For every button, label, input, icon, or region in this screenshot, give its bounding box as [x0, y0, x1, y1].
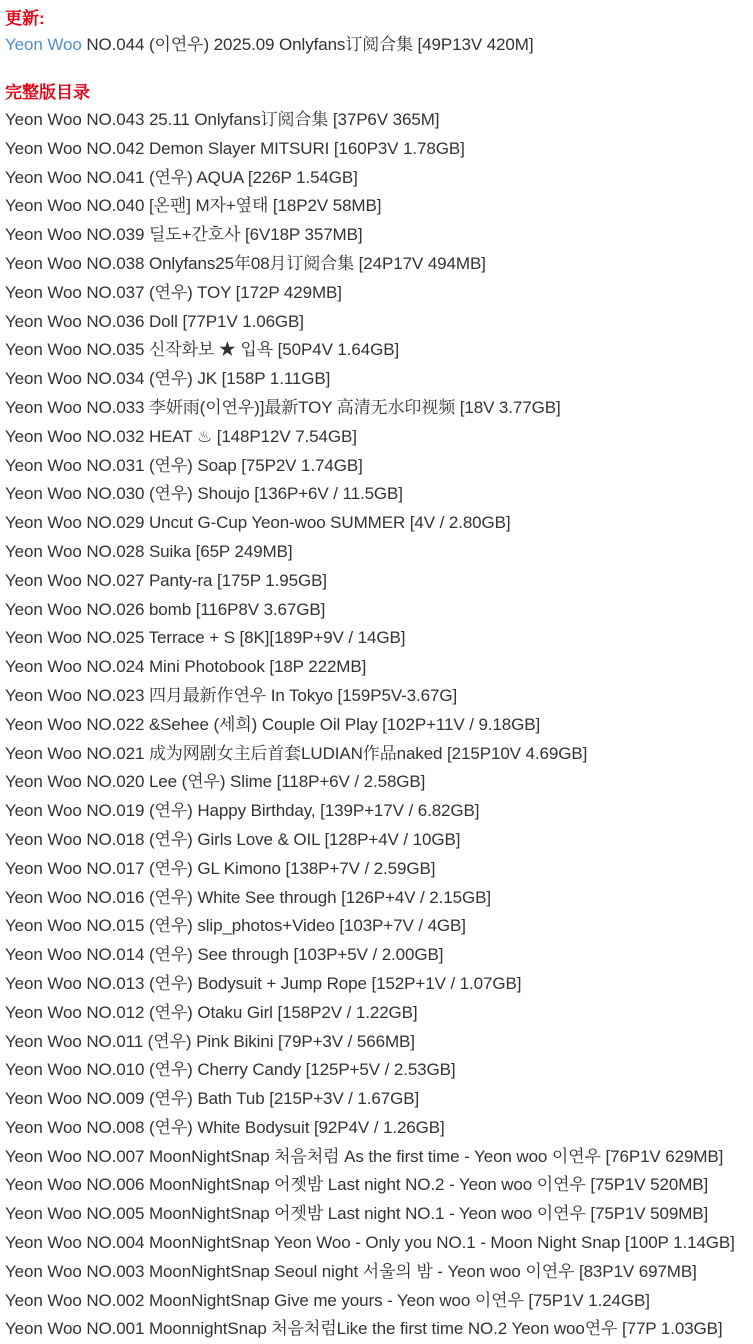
list-item: Yeon Woo NO.019 (연우) Happy Birthday, [139P+17V / 6.82GB] [5, 801, 480, 821]
list-item: Yeon Woo NO.035 신작화보 ★ 입욕 [50P4V 1.64GB] [5, 340, 400, 360]
list-item: Yeon Woo NO.043 25.11 Onlyfans订阅合集 [37P6V 365M] [5, 110, 440, 129]
list-item: Yeon Woo NO.018 (연우) Girls Love & OIL [128P+4V / 10GB] [5, 829, 461, 849]
list-item: Yeon Woo NO.002 MoonNightSnap Give me yours - Yeon woo 이연우 [75P1V 1.24GB] [5, 1290, 650, 1310]
list-item: Yeon Woo NO.041 (연우) AQUA [226P 1.54GB] [5, 167, 358, 187]
list-item: Yeon Woo NO.033 李妍雨(이연우)]最新TOY 高清无水印视频 [18V 3.77GB] [5, 397, 561, 417]
blank-line [5, 58, 749, 80]
list-item: Yeon Woo NO.024 Mini Photobook [18P 222MB] [5, 657, 367, 677]
list-item: Yeon Woo NO.005 MoonNightSnap 어젯밤 Last night NO.1 - Yeon woo 이연우 [75P1V 509MB] [5, 1204, 709, 1224]
list-item: Yeon Woo NO.036 Doll [77P1V 1.06GB] [5, 311, 304, 331]
list-item: Yeon Woo NO.001 MoonnightSnap 처음처럼Like the first time NO.2 Yeon woo연우 [77P 1.03GB] [5, 1319, 723, 1339]
list-item: Yeon Woo NO.026 bomb [116P8V 3.67GB] [5, 599, 326, 619]
list-item: Yeon Woo NO.038 Onlyfans25年08月订阅合集 [24P17V 494MB] [5, 253, 486, 273]
list-item: Yeon Woo NO.014 (연우) See through [103P+5V / 2.00GB] [5, 945, 444, 965]
list-item: Yeon Woo NO.003 MoonNightSnap Seoul night 서울의 밤 - Yeon woo 이연우 [83P1V 697MB] [5, 1261, 697, 1281]
list-item: Yeon Woo NO.040 [온팬] M자+옆태 [18P2V 58MB] [5, 196, 382, 216]
list-item: Yeon Woo NO.015 (연우) slip_photos+Video [103P+7V / 4GB] [5, 916, 466, 936]
list-item: Yeon Woo NO.012 (연우) Otaku Girl [158P2V / 1.22GB] [5, 1002, 418, 1022]
list-item: Yeon Woo NO.020 Lee (연우) Slime [118P+6V / 2.58GB] [5, 772, 426, 792]
list-item: Yeon Woo NO.017 (연우) GL Kimono [138P+7V / 2.59GB] [5, 858, 436, 878]
list-item: Yeon Woo NO.039 딜도+간호사 [6V18P 357MB] [5, 225, 363, 245]
list-item: Yeon Woo NO.025 Terrace + S [8K][189P+9V / 14GB] [5, 628, 406, 648]
list-item: Yeon Woo NO.042 Demon Slayer MITSURI [160P3V 1.78GB] [5, 138, 465, 158]
list-item: Yeon Woo NO.004 MoonNightSnap Yeon Woo - Only you NO.1 - Moon Night Snap [100P 1.14GB] [5, 1233, 735, 1253]
list-item: Yeon Woo NO.023 四月最新作연우 In Tokyo [159P5V-3.67G] [5, 685, 458, 705]
list-item: Yeon Woo NO.029 Uncut G-Cup Yeon-woo SUMMER [4V / 2.80GB] [5, 513, 511, 533]
list-item: Yeon Woo NO.030 (연우) Shoujo [136P+6V / 11.5GB] [5, 484, 403, 504]
list-item: Yeon Woo NO.037 (연우) TOY [172P 429MB] [5, 282, 342, 302]
list-item: Yeon Woo NO.007 MoonNightSnap 처음처럼 As the first time - Yeon woo 이연우 [76P1V 629MB] [5, 1146, 724, 1166]
list-item: Yeon Woo NO.027 Panty-ra [175P 1.95GB] [5, 570, 327, 590]
list-item: Yeon Woo NO.013 (연우) Bodysuit + Jump Rope [152P+1V / 1.07GB] [5, 973, 522, 993]
list-item: Yeon Woo NO.009 (연우) Bath Tub [215P+3V / 1.67GB] [5, 1089, 420, 1109]
list-item: Yeon Woo NO.010 (연우) Cherry Candy [125P+5V / 2.53GB] [5, 1060, 456, 1080]
catalog-heading: 完整版目录 [5, 83, 90, 102]
update-item-link[interactable]: Yeon Woo [5, 35, 82, 54]
list-item: Yeon Woo NO.028 Suika [65P 249MB] [5, 541, 293, 561]
list-item: Yeon Woo NO.034 (연우) JK [158P 1.11GB] [5, 369, 331, 389]
update-item-text: NO.044 (이연우) 2025.09 Onlyfans订阅合集 [49P13V 420M] [81, 35, 534, 54]
list-item: Yeon Woo NO.021 成为网剧女主后首套LUDIAN作品naked [215P10V 4.69GB] [5, 743, 588, 763]
list-item: Yeon Woo NO.032 HEAT ♨ [148P12V 7.54GB] [5, 426, 357, 446]
list-item: Yeon Woo NO.022 &Sehee (세희) Couple Oil Play [102P+11V / 9.18GB] [5, 714, 541, 734]
update-item [5, 32, 749, 58]
update-heading: 更新: [5, 9, 45, 28]
list-item: Yeon Woo NO.008 (연우) White Bodysuit [92P4V / 1.26GB] [5, 1117, 445, 1137]
list-item: Yeon Woo NO.011 (연우) Pink Bikini [79P+3V / 566MB] [5, 1031, 415, 1051]
list-item: Yeon Woo NO.016 (연우) White See through [126P+4V / 2.15GB] [5, 887, 491, 907]
list-item: Yeon Woo NO.031 (연우) Soap [75P2V 1.74GB] [5, 455, 363, 475]
catalog-list [5, 106, 749, 1344]
list-item: Yeon Woo NO.006 MoonNightSnap 어젯밤 Last night NO.2 - Yeon woo 이연우 [75P1V 520MB] [5, 1175, 709, 1195]
